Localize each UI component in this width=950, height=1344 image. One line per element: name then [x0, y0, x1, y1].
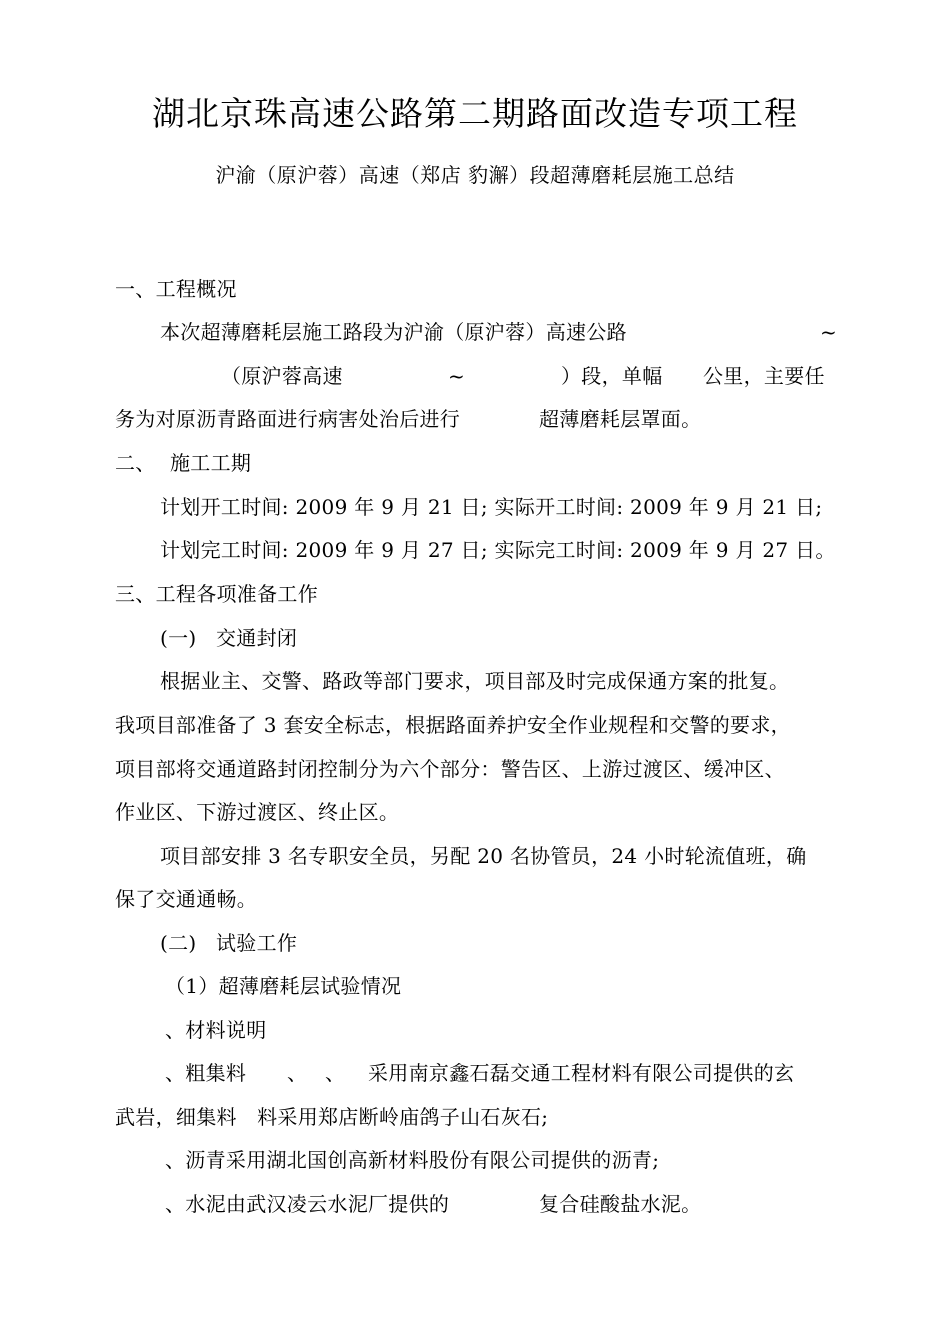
subsection-number: (二) — [160, 931, 197, 955]
heading-number: 二、 — [115, 451, 156, 475]
text-run: ~ — [448, 364, 466, 388]
text-run: 、粗集料 — [165, 1061, 247, 1085]
section-2-heading — [115, 448, 837, 478]
text-run: 超薄磨耗层罩面。 — [539, 407, 702, 431]
subsection-text: 交通封闭 — [216, 626, 298, 650]
text-run: 本次超薄磨耗层施工路段为沪渝（原沪蓉）高速公路 — [160, 320, 627, 344]
list-item: 、材料说明 — [165, 1018, 267, 1042]
schedule-start: 计划开工时间: 2009 年 9 月 21 日; 实际开工时间: 2009 年 9 月 21 日; — [160, 495, 823, 519]
paragraph-line: 我项目部准备了 3 套安全标志，根据路面养护安全作业规程和交警的要求， — [115, 713, 791, 737]
paragraph-line — [115, 404, 837, 434]
paragraph-line: 项目部将交通道路封闭控制分为六个部分：警告区、上游过渡区、缓冲区、 — [115, 757, 785, 781]
list-item: 、沥青采用湖北国创高新材料股份有限公司提供的沥青; — [165, 1148, 660, 1172]
text-run: ）段，单幅 — [561, 364, 663, 388]
section-3-heading: 三、工程各项准备工作 — [115, 582, 318, 606]
text-run: 、水泥由武汉凌云水泥厂提供的 — [165, 1192, 450, 1216]
list-item — [165, 1058, 837, 1088]
paragraph-line: 作业区、下游过渡区、终止区。 — [115, 800, 400, 824]
paragraph-line: 武岩，细集料 料采用郑店断岭庙鸽子山石灰石; — [115, 1105, 549, 1129]
text-run: 复合硅酸盐水泥。 — [539, 1192, 702, 1216]
heading-text: 施工工期 — [170, 451, 252, 475]
list-item: （1）超薄磨耗层试验情况 — [165, 974, 402, 998]
subsection-2-heading — [160, 928, 837, 958]
text-run: 采用南京鑫石磊交通工程材料有限公司提供的玄 — [368, 1061, 795, 1085]
text-run: （原沪蓉高速 — [221, 364, 343, 388]
subsection-text: 试验工作 — [216, 931, 298, 955]
document-title: 湖北京珠高速公路第二期路面改造专项工程 — [152, 94, 798, 133]
paragraph-line: 根据业主、交警、路政等部门要求，项目部及时完成保通方案的批复。 — [160, 669, 790, 693]
list-item — [165, 1189, 837, 1219]
schedule-end: 计划完工时间: 2009 年 9 月 27 日; 实际完工时间: 2009 年 9 月 27 日。 — [160, 538, 836, 562]
text-run: 、 — [287, 1061, 308, 1085]
text-run: 、 — [325, 1061, 346, 1085]
document-subtitle: 沪渝（原沪蓉）高速（郑店 豹澥）段超薄磨耗层施工总结 — [215, 163, 735, 187]
paragraph-line: 保了交通通畅。 — [115, 887, 258, 911]
section-1-heading: 一、工程概况 — [115, 277, 237, 301]
text-run: ~ — [819, 320, 837, 344]
text-run: 务为对原沥青路面进行病害处治后进行 — [115, 407, 461, 431]
subsection-1-heading — [160, 623, 837, 653]
paragraph-line: 项目部安排 3 名专职安全员，另配 20 名协管员，24 小时轮流值班，确 — [160, 844, 807, 868]
subsection-number: (一) — [160, 626, 197, 650]
paragraph-line — [160, 317, 837, 347]
text-run: 公里，主要任 — [703, 364, 825, 388]
